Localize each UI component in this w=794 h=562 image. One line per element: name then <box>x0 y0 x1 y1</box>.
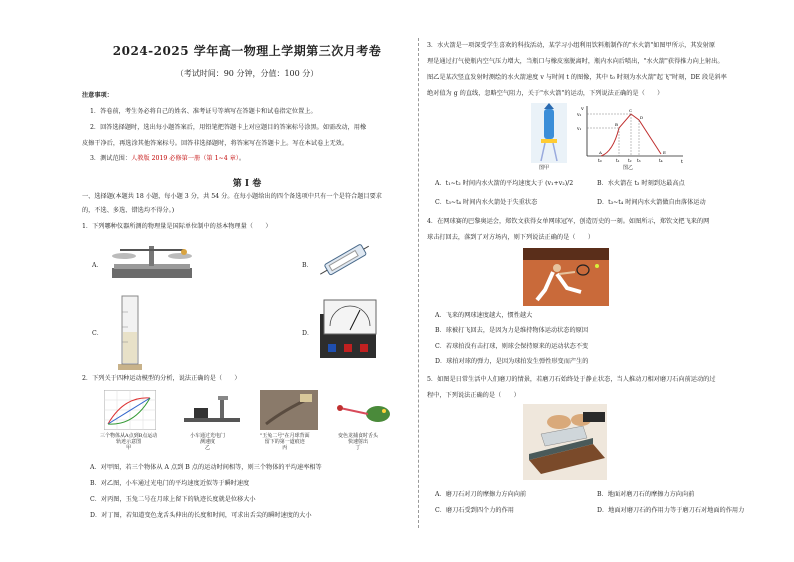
note-2b: 皮擦干净后，再选涂其他答案标号。回答非选择题时，将答案写在答题卡上。写在本试卷上无效。 <box>82 140 349 147</box>
x-tick-t2: t₂ <box>628 159 632 164</box>
q5-option-c: C．磨刀石受到四个力的作用 <box>435 507 514 514</box>
q5-option-b: B．地面对磨刀石的摩擦力方向向前 <box>597 491 695 498</box>
point-e: E <box>663 150 666 155</box>
fig-yi-label: 图乙 <box>623 165 634 171</box>
q4-line-1: 4．在网球赛的巴黎奥运会，郑钦文获得女单网球冠军，创造历史的一刻。如图所示，郑钦文把飞来的网 <box>427 218 710 225</box>
caption-jia: 三个物体从A点到B点运动 轨迹示意图 甲 <box>100 433 158 451</box>
q4-option-b: B．球被打飞回去，是因为力是维持物体运动状态的原因 <box>435 327 589 334</box>
q3-line-1: 3．水火箭是一项深受学生喜欢的科技活动，某学习小组利用饮料瓶制作的"水火箭"如图甲所示，其发射原 <box>427 42 716 49</box>
q4-option-a: A．飞来的网球速度越大，惯性越大 <box>435 312 533 319</box>
fig-jia-label: 图甲 <box>539 165 550 171</box>
notes-heading: 注意事项： <box>82 92 113 99</box>
spring-scale-image <box>315 236 375 286</box>
q1-label-a: A． <box>92 262 103 269</box>
caption-ding: 变色龙捕食时舌头 快速射出 丁 <box>338 433 379 451</box>
q5-line-2: 程中，下列说法正确的是（ ） <box>427 392 520 399</box>
q3-option-b: B．水火箭在 t₃ 时刻到达最高点 <box>597 180 685 187</box>
exam-subtitle: （考试时间：90 分钟，分值：100 分） <box>175 69 319 78</box>
chameleon-image <box>334 392 392 428</box>
point-b: B <box>615 122 618 127</box>
q1-label-b: B． <box>302 262 313 269</box>
q3-line-2: 理是通过打气使瓶内空气压力增大，当瓶口与橡皮塞脱离时，瓶内水向后喷出，"水火箭"获得推力向上射出。 <box>427 58 724 65</box>
exam-title: 2024-2025 学年高一物理上学期第三次月考卷 <box>112 44 382 58</box>
q4-line-2: 球击打回去，落到了对方场内，则下列说法正确的是（ ） <box>427 234 595 241</box>
section-heading: 第 I 卷 <box>232 179 262 189</box>
x-tick-t1: t₁ <box>616 159 620 164</box>
photogate-image <box>182 392 242 428</box>
q3-option-d: D．t₃~t₄ 时间内水火箭做自由落体运动 <box>597 199 706 206</box>
q3-line-3: 图乙是某次竖直发射时测绘的水火箭速度 v 与时间 t 的图像，其中 t₀ 时刻为水火箭"起飞"时刻，DE 段是斜率 <box>427 74 727 81</box>
q3-option-c: C．t₃~t₄ 时间内水火箭处于失重状态 <box>435 199 538 206</box>
note-2a: 2．回答选择题时，选出每小题答案后，用铅笔把答题卡上对应题目的答案标号涂黑。如需改动，用橡 <box>90 124 367 131</box>
note-3-suffix: 。 <box>238 155 246 162</box>
q2-option-c: C．对丙图，玉兔二号在月球上留下的轨迹长度就是位移大小 <box>90 496 256 503</box>
y-tick-v1: v₁ <box>577 127 582 132</box>
q4-option-d: D．球拍对球的弹力，是因为球拍发生弹性形变而产生的 <box>435 358 589 365</box>
balance-scale-image <box>104 238 198 280</box>
x-tick-t0: t₀ <box>598 159 602 164</box>
point-c: C <box>629 108 633 113</box>
knife-sharpening-image <box>523 404 607 480</box>
intro-line-2: 的，不选、多选、错选均不得分。) <box>82 207 175 214</box>
trajectory-grid-image <box>104 390 156 430</box>
q3-option-a: A．t₁~t₂ 时间内水火箭的平均速度大于 (v₁+v₂)/2 <box>435 180 574 187</box>
caption-bing: "玉兔二号"在月球背面 留下的第一道痕迹 丙 <box>260 433 310 451</box>
q2-option-a: A．对甲图，若三个物体从 A 点到 B 点的运动时间相等，则三个物体的平均速率相等 <box>90 464 322 471</box>
note-3-range: 人教版 2019 必修第一册（第 1~4 章） <box>131 155 239 162</box>
water-rocket-image <box>531 103 567 163</box>
q5-option-d: D．地面对磨刀石的作用力等于磨刀石对地面的作用力 <box>597 507 745 514</box>
q2-option-d: D．对丁图，若知道变色龙舌头伸出的长度和时间，可求出舌尖的瞬时速度的大小 <box>90 512 312 519</box>
velocity-time-graph <box>577 104 687 164</box>
q2-option-b: B．对乙图，小车通过光电门的平均速度近似等于瞬时速度 <box>90 480 250 487</box>
tennis-player-image <box>523 248 609 306</box>
q2-stem: 2．下列关于四种运动模型的分析，说法正确的是（ ） <box>82 375 241 382</box>
note-3 <box>90 155 245 163</box>
q5-option-a: A．磨刀石对刀的摩擦力方向向前 <box>435 491 527 498</box>
intro-line-1: 一、选择题(本题共 18 小题，每小题 3 分，共 54 分。在每小题给出的四个备选项中只有一个是符合题目要求 <box>82 193 382 200</box>
column-divider <box>418 38 419 528</box>
note-1: 1．答卷前，考生务必将自己的姓名、准考证号等填写在答题卡和试卷指定位置上。 <box>90 108 317 115</box>
point-a: A <box>599 150 602 155</box>
q1-label-d: D． <box>302 330 314 337</box>
note-3-prefix: 3．测试范围： <box>90 155 132 162</box>
q3-line-4: 绝对值为 g 的直线，忽略空气阻力，关于"水火箭"的运动，下列说法正确的是（ ） <box>427 90 664 97</box>
q1-stem: 1．下列哪种仪器所测的物理量是国际单位制中的基本物理量（ ） <box>82 223 272 230</box>
point-d: D <box>640 115 644 120</box>
moon-rover-track-image <box>260 390 318 430</box>
q1-label-c: C． <box>92 330 103 337</box>
measuring-cylinder-image <box>110 292 150 372</box>
q5-line-1: 5．如图是日常生活中人们磨刀的情景，若磨刀石始终处于静止状态，当人推动刀相对磨刀石向前运动的过 <box>427 376 716 383</box>
x-tick-t3: t₃ <box>637 159 641 164</box>
caption-yi: 小车通过光电门 测速度 乙 <box>190 433 226 451</box>
q4-option-c: C．若球拍没有击打球，则球会保持原来的运动状态不变 <box>435 343 589 350</box>
y-tick-v2: v₂ <box>577 113 582 118</box>
meter-image <box>314 296 386 362</box>
x-tick-t4: t₄ <box>659 159 663 164</box>
y-axis-label: v <box>581 106 584 112</box>
x-axis-label: t <box>681 159 684 164</box>
